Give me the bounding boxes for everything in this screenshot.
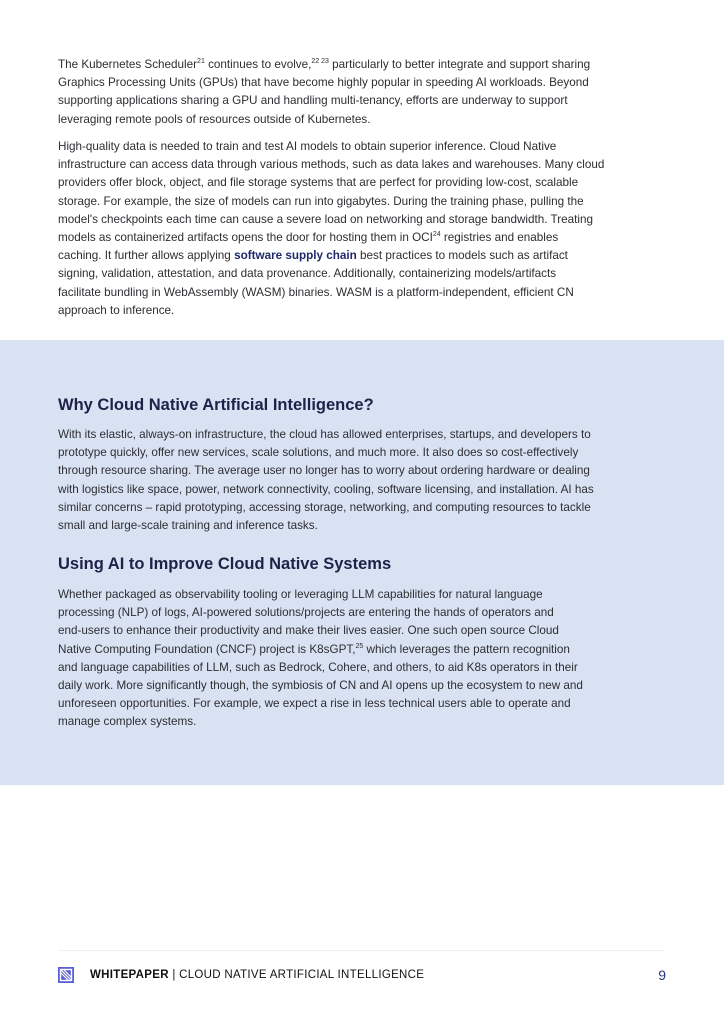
text-span: signing, validation, attestation, and data provenance. Additionally, containerizing models/artifacts (58, 267, 557, 281)
heading-why-cloud-native-ai: Why Cloud Native Artificial Intelligence? (58, 396, 374, 414)
text-span: providers offer block, object, and file storage systems that are perfect for providing low-cost, scalable (58, 176, 579, 190)
text-span: through resource sharing. The average user no longer has to worry about ordering hardware or dealing (58, 464, 590, 478)
footer-title (90, 969, 424, 981)
paragraph-high-quality-data (58, 138, 678, 320)
text-span: The Kubernetes Scheduler (58, 58, 198, 71)
text-span: end-users to enhance their productivity and make their lives easier. One such open source Cloud (58, 624, 559, 638)
text-span: model's checkpoints each time can cause a severe load on networking and storage bandwidth. Treating (58, 212, 593, 226)
footer-whitepaper-label: WHITEPAPER (90, 969, 169, 981)
page-footer (58, 966, 666, 986)
text-line (58, 138, 678, 156)
text-line (58, 677, 678, 695)
text-span: caching. It further allows applying (58, 249, 235, 263)
text-span: with logistics like space, power, network connectivity, cooling, software licensing, and installation. AI has (58, 482, 594, 496)
footer-document-title: CLOUD NATIVE ARTIFICIAL INTELLIGENCE (179, 969, 425, 981)
footer-separator: | (168, 969, 180, 981)
text-line (58, 74, 678, 92)
text-span: particularly to better integrate and support sharing (328, 58, 591, 71)
text-line (58, 426, 678, 444)
paragraph-kubernetes-scheduler (58, 56, 678, 129)
text-line (58, 111, 678, 129)
text-line (58, 462, 678, 480)
footer-divider (58, 950, 664, 951)
text-line (58, 517, 678, 535)
footnote-ref[interactable]: 21 (197, 58, 205, 65)
text-line (58, 481, 678, 499)
text-span: similar concerns – rapid prototyping, accessing storage, networking, and computing resources to tackle (58, 500, 591, 514)
text-span: Graphics Processing Units (GPUs) that have become highly popular in speeding AI workloads. Beyond (58, 76, 589, 90)
text-span: With its elastic, always-on infrastructure, the cloud has allowed enterprises, startups, and developers to (58, 428, 591, 441)
text-span: infrastructure can access data through various methods, such as data lakes and warehouses. Many cloud (58, 158, 605, 172)
text-line (58, 284, 678, 302)
text-span: best practices to models such as artifact (356, 249, 568, 263)
text-line (58, 156, 678, 174)
text-span: continues to evolve, (204, 58, 312, 71)
text-line (58, 641, 678, 659)
text-span: manage complex systems. (58, 715, 197, 729)
text-line (58, 604, 678, 622)
text-line (58, 211, 678, 229)
text-span: Native Computing Foundation (CNCF) project is K8sGPT, (58, 642, 356, 656)
text-span: processing (NLP) of logs, AI-powered solutions/projects are entering the hands of operators and (58, 606, 554, 620)
footnote-ref[interactable]: 24 (432, 231, 441, 239)
text-span: High-quality data is needed to train and test AI models to obtain superior inference. Cloud Native (58, 140, 557, 153)
text-span: prototype quickly, offer new services, scale solutions, and much more. It also does so cost-effectively (58, 446, 579, 460)
inline-link[interactable]: software supply chain (234, 249, 357, 263)
text-span: supporting applications sharing a GPU and handling multi-tenancy, efforts are underway to support (58, 94, 568, 108)
text-line (58, 586, 678, 604)
text-line (58, 174, 678, 192)
text-span: facilitate bundling in WebAssembly (WASM) binaries. WASM is a platform-independent, efficient CN (58, 285, 574, 299)
text-line (58, 499, 678, 517)
text-line (58, 713, 678, 731)
text-line (58, 659, 678, 677)
footnote-ref[interactable]: 25 (355, 642, 364, 650)
text-line (58, 622, 678, 640)
text-line (58, 302, 678, 320)
cncf-logo-icon (58, 967, 74, 983)
paragraph-using-ai (58, 586, 678, 732)
text-span: models as containerized artifacts opens the door for hosting them in OCI (58, 231, 433, 245)
text-span: storage. For example, the size of models can run into gigabytes. During the training phase, pulling the (58, 194, 584, 208)
text-span: daily work. More significantly though, the symbiosis of CN and AI opens up the ecosystem to new and (58, 679, 583, 693)
text-line (58, 229, 678, 247)
text-span: unforeseen opportunities. For example, we expect a rise in less technical users able to operate and (58, 697, 571, 711)
text-span: leveraging remote pools of resources outside of Kubernetes. (58, 112, 371, 126)
text-line (58, 92, 678, 110)
text-span: which leverages the pattern recognition (363, 642, 570, 656)
text-span: and language capabilities of LLM, such as Bedrock, Cohere, and others, to aid K8s operators in their (58, 660, 578, 674)
text-span: registries and enables (440, 231, 559, 245)
text-span: small and large-scale training and inference tasks. (58, 519, 318, 533)
paragraph-why-cloud-native-ai (58, 426, 678, 535)
text-line (58, 193, 678, 211)
page-number: 9 (658, 967, 666, 983)
heading-using-ai: Using AI to Improve Cloud Native Systems (58, 555, 392, 573)
text-line (58, 265, 678, 283)
text-span: approach to inference. (58, 303, 175, 317)
footnote-ref[interactable]: 22 23 (311, 58, 329, 65)
text-line (58, 695, 678, 713)
text-line (58, 247, 678, 265)
text-line (58, 56, 678, 74)
text-line (58, 444, 678, 462)
text-span: Whether packaged as observability tooling or leveraging LLM capabilities for natural language (58, 588, 543, 601)
